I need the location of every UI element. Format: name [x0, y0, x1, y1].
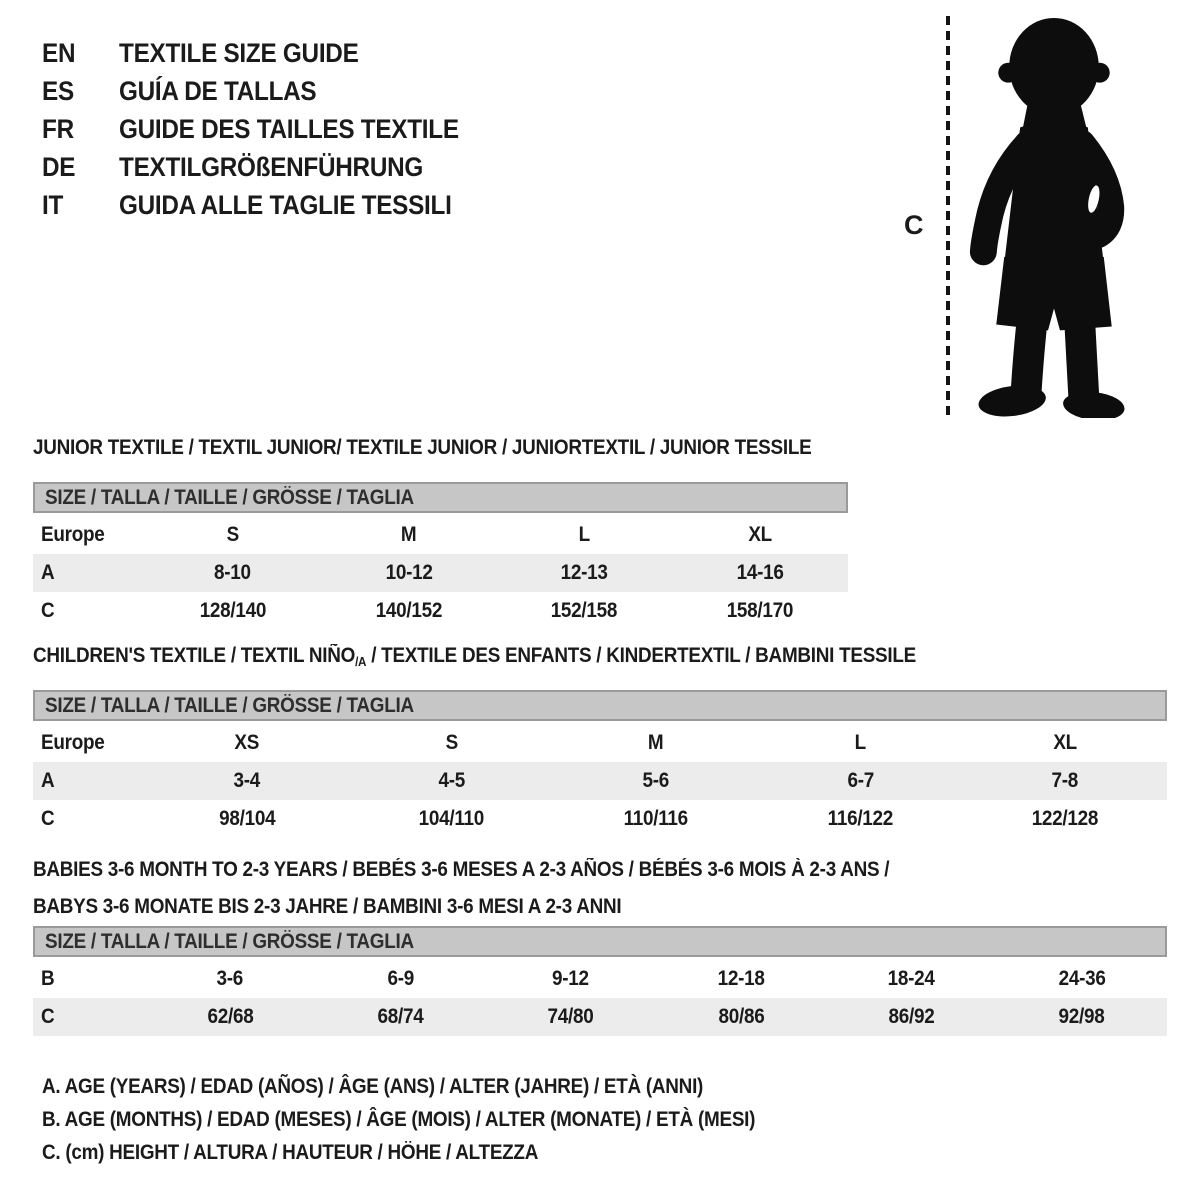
junior-region-row	[33, 516, 848, 554]
junior-size-band: SIZE / TALLA / TAILLE / GRÖSSE / TAGLIA	[33, 482, 848, 513]
lang-title-en: TEXTILE SIZE GUIDE	[119, 38, 359, 68]
junior-size-table	[33, 516, 848, 630]
lang-code-de: DE	[42, 152, 76, 182]
junior-section-heading: JUNIOR TEXTILE / TEXTIL JUNIOR/ TEXTILE JUNIOR / JUNIORTEXTIL / JUNIOR TESSILE	[33, 436, 812, 459]
children-height-l: 116/122	[827, 807, 894, 830]
junior-size-xl: XL	[748, 523, 772, 546]
children-size-s: S	[445, 731, 458, 754]
children-age-m: 5-6	[642, 769, 670, 792]
junior-size-l: L	[578, 523, 591, 546]
babies-months-1: 3-6	[216, 967, 244, 990]
lang-row-fr	[42, 110, 497, 148]
junior-size-m: M	[400, 523, 417, 546]
babies-months-3: 9-12	[552, 967, 590, 990]
legend-note-c: C. (cm) HEIGHT / ALTURA / HAUTEUR / HÖHE / ALTEZZA	[42, 1141, 539, 1164]
junior-height-row	[33, 592, 848, 630]
babies-height-6: 92/98	[1058, 1005, 1105, 1028]
lang-title-es: GUÍA DE TALLAS	[119, 76, 317, 106]
junior-height-s: 128/140	[199, 599, 267, 622]
children-age-xs: 3-4	[233, 769, 261, 792]
children-heading-sub: /A	[355, 654, 367, 669]
lang-title-fr: GUIDE DES TAILLES TEXTILE	[119, 114, 459, 144]
legend-notes	[42, 1070, 834, 1169]
children-height-s: 104/110	[418, 807, 485, 830]
children-height-xs: 98/104	[219, 807, 276, 830]
babies-height-2: 68/74	[377, 1005, 424, 1028]
lang-row-es	[42, 72, 497, 110]
babies-heading-line2: BABYS 3-6 MONATE BIS 2-3 JAHRE / BAMBINI 3-6 MESI A 2-3 ANNI	[33, 895, 622, 918]
baby-silhouette-icon	[966, 10, 1140, 418]
junior-age-xl: 14-16	[736, 561, 784, 584]
babies-months-4: 12-18	[717, 967, 765, 990]
baby-silhouette	[966, 10, 1140, 423]
legend-note-a: A. AGE (YEARS) / EDAD (AÑOS) / ÂGE (ANS) / ALTER (JAHRE) / ETÀ (ANNI)	[42, 1075, 704, 1098]
junior-height-l: 152/158	[551, 599, 618, 622]
legend-note-b: B. AGE (MONTHS) / EDAD (MESES) / ÂGE (MOIS) / ALTER (MONATE) / ETÀ (MESI)	[42, 1108, 756, 1131]
babies-height-1: 62/68	[207, 1005, 254, 1028]
children-size-table	[33, 724, 1167, 838]
children-region-label: Europe	[41, 731, 105, 754]
children-size-l: L	[854, 731, 866, 754]
babies-heading-line1: BABIES 3-6 MONTH TO 2-3 YEARS / BEBÉS 3-6 MESES A 2-3 AÑOS / BÉBÉS 3-6 MOIS À 2-3 ANS /	[33, 858, 890, 881]
junior-height-row-label: C	[41, 599, 55, 622]
junior-age-s: 8-10	[214, 561, 252, 584]
children-age-row-label: A	[41, 769, 55, 792]
junior-age-row-label: A	[41, 561, 55, 584]
children-height-row-label: C	[41, 807, 55, 830]
lang-code-fr: FR	[42, 114, 74, 144]
children-height-xl: 122/128	[1031, 807, 1098, 830]
language-list	[42, 34, 497, 224]
junior-height-m: 140/152	[375, 599, 442, 622]
children-age-s: 4-5	[438, 769, 465, 792]
babies-height-4: 80/86	[718, 1005, 765, 1028]
babies-section-heading	[33, 851, 984, 925]
junior-height-xl: 158/170	[726, 599, 794, 622]
junior-age-m: 10-12	[385, 561, 433, 584]
lang-title-it: GUIDA ALLE TAGLIE TESSILI	[119, 190, 452, 220]
height-dashed-line	[946, 16, 950, 418]
children-size-xl: XL	[1052, 731, 1077, 754]
children-size-xs: XS	[234, 731, 260, 754]
lang-title-de: TEXTILGRÖßENFÜHRUNG	[119, 152, 424, 182]
junior-size-s: S	[226, 523, 240, 546]
children-size-m: M	[648, 731, 664, 754]
babies-months-row	[33, 960, 1167, 998]
children-height-row	[33, 800, 1167, 838]
babies-size-band: SIZE / TALLA / TAILLE / GRÖSSE / TAGLIA	[33, 926, 1167, 957]
lang-row-it	[42, 186, 497, 224]
babies-height-3: 74/80	[547, 1005, 594, 1028]
children-size-band: SIZE / TALLA / TAILLE / GRÖSSE / TAGLIA	[33, 690, 1167, 721]
junior-age-row	[33, 554, 848, 592]
babies-height-5: 86/92	[888, 1005, 935, 1028]
children-age-l: 6-7	[847, 769, 874, 792]
babies-months-row-label: B	[41, 967, 55, 990]
height-measure-label: C	[904, 210, 924, 240]
junior-region-label: Europe	[41, 523, 105, 546]
babies-height-row-label: C	[41, 1005, 55, 1028]
junior-age-l: 12-13	[560, 561, 608, 584]
babies-months-6: 24-36	[1058, 967, 1106, 990]
lang-row-en	[42, 34, 497, 72]
children-age-row	[33, 762, 1167, 800]
babies-months-2: 6-9	[387, 967, 414, 990]
children-section-heading: CHILDREN'S TEXTILE / TEXTIL NIÑO/A / TEXTILE DES ENFANTS / KINDERTEXTIL / BAMBINI TESSILE	[33, 644, 916, 669]
children-age-xl: 7-8	[1051, 769, 1079, 792]
lang-code-it: IT	[42, 190, 64, 220]
lang-code-en: EN	[42, 38, 76, 68]
lang-code-es: ES	[42, 76, 74, 106]
babies-height-row	[33, 998, 1167, 1036]
babies-size-table	[33, 960, 1167, 1036]
babies-months-5: 18-24	[887, 967, 935, 990]
children-region-row	[33, 724, 1167, 762]
children-height-m: 110/116	[623, 807, 689, 830]
lang-row-de	[42, 148, 497, 186]
